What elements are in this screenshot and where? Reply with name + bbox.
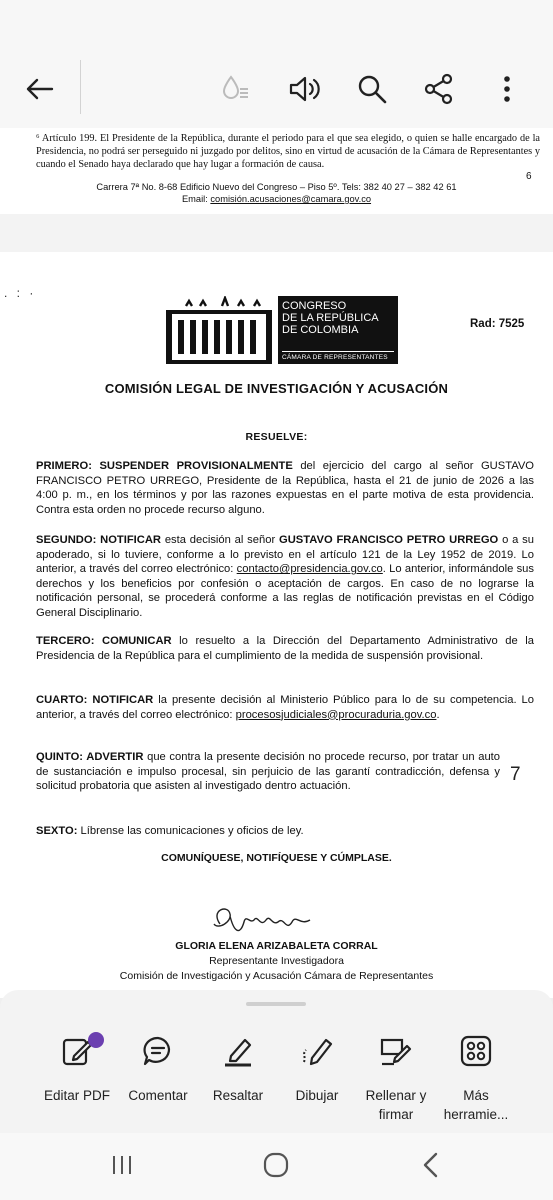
share-icon[interactable] [422,72,456,106]
congress-logo-text: CONGRESO DE LA REPÚBLICA DE COLOMBIA CÁMARA DE REPRESENTANTES [278,296,398,364]
commission-email-line: Email: comisión.acusaciones@camara.gov.co [181,194,372,204]
system-navigation-bar [0,1133,553,1200]
tool-edit-pdf[interactable]: Editar PDF [34,1034,120,1105]
closing-formula: COMUNÍQUESE, NOTIFÍQUESE Y CÚMPLASE. [161,852,392,864]
tool-draw[interactable]: Dibujar [274,1034,360,1105]
scan-marks: . : · [4,286,37,300]
toolbar-separator [80,60,81,114]
congress-logo [166,296,398,366]
drag-handle[interactable] [246,1002,306,1006]
commission-email[interactable]: comisión.acusaciones@camara.gov.co [210,194,372,204]
resolution-cuarto: CUARTO: NOTIFICAR la presente decisión al Ministerio Público para lo de su competencia. Lo anterior, a través del correo electrónico: procesosjudiciales@procuraduria.gov.co. [36,694,534,721]
procuraduria-email-link[interactable]: procesosjudiciales@procuraduria.gov.co [235,708,437,721]
congress-address: Carrera 7ª No. 8-68 Edificio Nuevo del Congreso – Piso 5º. Tels: 382 40 27 – 382 42 61 [96,182,457,192]
highlight-icon [221,1034,255,1068]
tool-more-tools[interactable]: Más herramie... [433,1034,519,1124]
tool-comment[interactable]: Comentar [115,1034,201,1105]
fill-sign-icon [379,1034,413,1068]
more-options-icon[interactable] [490,72,524,106]
signer-name: GLORIA ELENA ARIZABALETA CORRAL [175,940,378,952]
radicado-number: Rad: 7525 [470,318,525,330]
page-gap [0,214,553,252]
signer-role: Representante Investigadora [209,955,344,967]
tool-highlight[interactable]: Resaltar [195,1034,281,1105]
search-icon[interactable] [355,72,389,106]
page-number: 6 [526,171,532,182]
back-icon[interactable] [420,1151,440,1179]
draw-icon [300,1034,334,1068]
resolution-sexto: SEXTO: Líbrense las comunicaciones y oficios de ley. [36,825,304,837]
app-top-bar [0,0,553,128]
home-icon[interactable] [262,1151,290,1179]
resolution-segundo: SEGUNDO: NOTIFICAR esta decisión al señor GUSTAVO FRANCISCO PETRO URREGO o a su apoderado, si lo tuviere, conforme a lo previsto en el artículo 121 de la Ley 1952 de 2019. Lo anterior, a través del correo electrónico: contacto@presidencia.gov.co. Lo anterior, informándole sus derechos y los beneficios por confesión o aceptación de cargos. En caso de no lograrse la notificación personal, se procederá conforme a las reglas de notificación previstas en el Código General Disciplinario. [36,534,534,619]
page-indicator: 7 [510,764,521,785]
handwritten-signature [200,902,350,942]
signer-organization: Comisión de Investigación y Acusación Cámara de Representantes [119,970,434,982]
footnote-article-199: ⁶ Artículo 199. El Presidente de la República, durante el periodo para el que sea elegido, o quien se halle encargado de la Presidencia, no podrá ser perseguido ni juzgado por delitos, sino en virtud de acusación de la Cámara de Representantes y cuando el Senado haya declarado que hay lugar a formación de causa. 6 [36,133,540,182]
presidencia-email-link[interactable]: contacto@presidencia.gov.co [236,563,383,576]
congress-building-icon [166,296,272,366]
more-tools-icon [459,1034,493,1068]
premium-crown-icon [88,1032,104,1048]
resolution-quinto: QUINTO: ADVERTIR que contra la presente decisión no procede recurso, por tratar un auto de sustanciación e impulso procesal, sin perjuicio de las garantí contradicción, defensa y solicitud probatoria que asisten al investigado dentro actuación. [36,751,501,793]
resolution-tercero: TERCERO: COMUNICAR lo resuelto a la Dirección del Departamento Administrativo de la Presidencia de la República para el cumplimiento de la medida de suspensión provisional. [36,635,535,662]
resolution-primero: PRIMERO: SUSPENDER PROVISIONALMENTE del ejercicio del cargo al señor GUSTAVO FRANCISCO PETRO URREGO, Presidente de la República, hasta el 21 de junio de 2026 a las 4:00 p. m., en los términos y por las razones expuestas en el parte motiva de esta providencia. Contra esta orden no procede recurso alguno. [36,460,535,516]
comment-icon [141,1034,175,1068]
tool-fill-sign[interactable]: Rellenar y firmar [353,1034,439,1124]
read-aloud-icon[interactable] [287,72,321,106]
arrow-left-icon[interactable] [22,72,56,106]
resuelve-heading: RESUELVE: [245,431,308,443]
recent-apps-icon[interactable] [110,1153,134,1177]
ink-saver-icon[interactable] [219,72,253,106]
commission-title: COMISIÓN LEGAL DE INVESTIGACIÓN Y ACUSACIÓN [104,381,449,396]
